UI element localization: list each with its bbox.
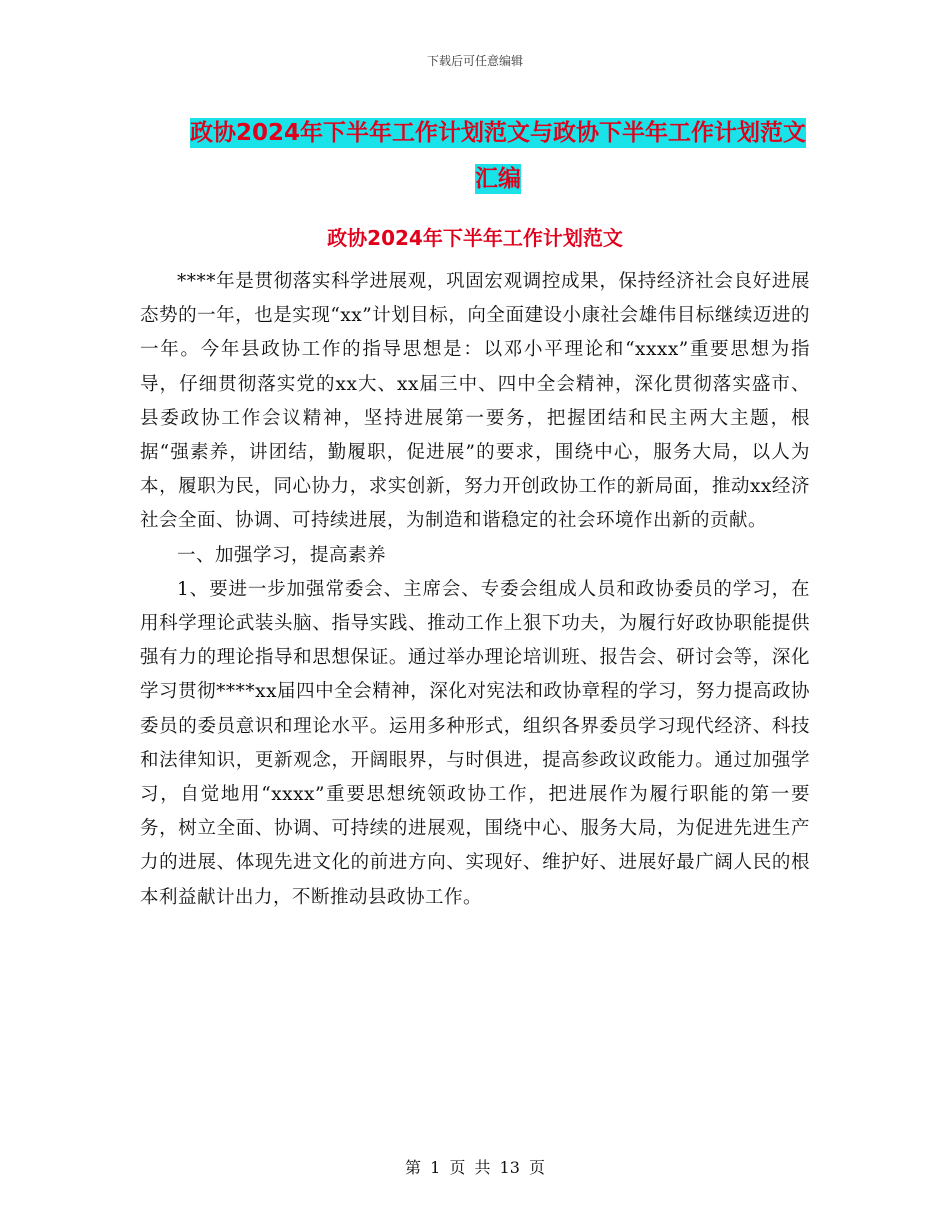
page-number: 第 1 页 共 13 页 bbox=[405, 1158, 545, 1177]
paragraph-intro: ****年是贯彻落实科学进展观，巩固宏观调控成果，保持经济社会良好进展态势的一年，也是实现“xx”计划目标，向全面建设小康社会雄伟目标继续迈进的一年。今年县政协工作的指导思想是：以邓小平理论和“xxxx”重要思想为指导，仔细贯彻落实党的xx大、xx届三中、四中全会精神，深化贯彻落实盛市、县委政协工作会议精神，坚持进展第一要务，把握团结和民主两大主题，根据“强素养，讲团结，勤履职，促进展”的要求，围绕中心，服务大局，以人为本，履职为民，同心协力，求实创新，努力开创政协工作的新局面，推动xx经济社会全面、协调、可持续进展，为制造和谐稳定的社会环境作出新的贡献。 bbox=[140, 271, 810, 532]
paragraph-heading-1: 一、加强学习，提高素养 bbox=[177, 544, 387, 566]
document-body bbox=[140, 265, 810, 915]
header-note: 下载后可任意编辑 bbox=[426, 54, 523, 68]
document-title-text: 政协2024年下半年工作计划范文与政协下半年工作计划范文汇编 bbox=[189, 120, 806, 192]
document-title bbox=[188, 110, 808, 202]
section-title: 政协2024年下半年工作计划范文 bbox=[327, 226, 623, 250]
paragraph-item-1: 1、要进一步加强常委会、主席会、专委会组成人员和政协委员的学习，在用科学理论武装头脑、指导实践、推动工作上狠下功夫，为履行好政协职能提供强有力的理论指导和思想保证。通过举办理论培训班、报告会、研讨会等，深化学习贯彻****xx届四中全会精神，深化对宪法和政协章程的学习，努力提高政协委员的委员意识和理论水平。运用多种形式，组织各界委员学习现代经济、科技和法律知识，更新观念，开阔眼界，与时俱进，提高参政议政能力。通过加强学习，自觉地用“xxxx”重要思想统领政协工作，把进展作为履行职能的第一要务，树立全面、协调、可持续的进展观，围绕中心、服务大局，为促进先进生产力的进展、体现先进文化的前进方向、实现好、维护好、进展好最广阔人民的根本利益献计出力，不断推动县政协工作。 bbox=[140, 578, 810, 908]
